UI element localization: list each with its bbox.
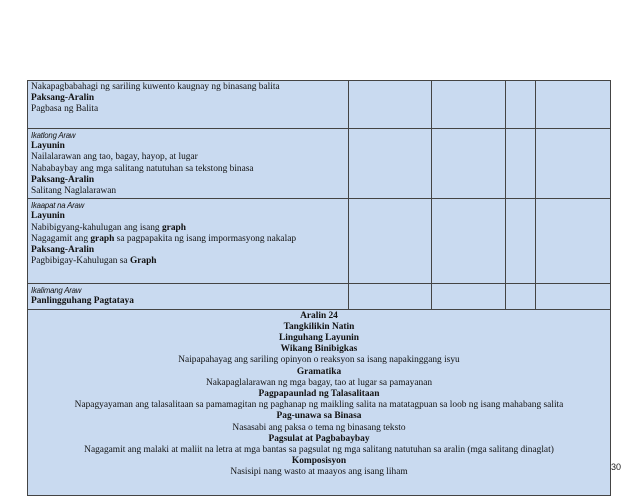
lesson-objective: Nakapaglalarawan ng mga bagay, tao at lugar sa pamayanan bbox=[205, 377, 433, 388]
line-text: sa pagpapakita ng isang impormasyong nakalap bbox=[114, 233, 297, 244]
section-heading: Paksang-Aralin bbox=[31, 93, 95, 104]
lesson-summary-cell bbox=[28, 309, 611, 495]
lesson-objective: Napagyayaman ang talasalitaan sa pamamagitan ng paghanap ng maikling salita na matatagpuan sa loob ng isang mahabang salita bbox=[74, 400, 564, 411]
lesson-heading: Wikang Binibigkas bbox=[280, 344, 358, 355]
lesson-plan-table bbox=[27, 80, 611, 496]
empty-cell bbox=[349, 284, 432, 309]
line-text: Pagbibigay-Kahulugan sa bbox=[31, 256, 130, 267]
day-label: Ikalimang Araw bbox=[31, 286, 82, 296]
lesson-summary-row bbox=[28, 309, 611, 495]
content-line: Nababaybay ang mga salitang natutuhan sa tekstong binasa bbox=[31, 163, 254, 174]
content-line bbox=[31, 256, 345, 267]
bold-term: graph bbox=[90, 233, 115, 244]
page-number: 30 bbox=[610, 462, 621, 472]
empty-cell bbox=[536, 129, 611, 199]
line-text: Nagagamit ang bbox=[31, 233, 91, 244]
lesson-heading: Aralin 24 bbox=[300, 310, 338, 321]
lesson-heading: Komposisyon bbox=[291, 456, 347, 467]
day-row bbox=[28, 199, 611, 284]
empty-cell bbox=[432, 81, 506, 129]
bold-term: graph bbox=[161, 222, 186, 233]
empty-cell bbox=[536, 284, 611, 309]
empty-cell bbox=[432, 129, 506, 199]
line-text: Nabibigyang-kahulugan ang isang bbox=[31, 222, 162, 233]
empty-cell bbox=[506, 81, 536, 129]
lesson-objective: Nagagamit ang malaki at maliit na letra at mga bantas sa pagsulat ng mga salitang natutuhan sa aralin (mga salitang dinaglat) bbox=[84, 445, 554, 456]
empty-cell bbox=[349, 199, 432, 284]
day-row bbox=[28, 81, 611, 129]
empty-cell bbox=[506, 284, 536, 309]
lesson-objective: Nasisipi nang wasto at maayos ang isang liham bbox=[230, 467, 408, 478]
lesson-heading: Tangkilikin Natin bbox=[283, 321, 355, 332]
empty-cell bbox=[432, 284, 506, 309]
empty-cell bbox=[432, 199, 506, 284]
content-line bbox=[31, 234, 345, 245]
day-label: Ikaapat na Araw bbox=[31, 201, 85, 211]
empty-cell bbox=[506, 199, 536, 284]
day-content-cell bbox=[28, 129, 349, 199]
content-line: Nakapagbabahagi ng sariling kuwento kaugnay ng binasang balita bbox=[31, 82, 280, 92]
empty-cell bbox=[349, 129, 432, 199]
day-row bbox=[28, 129, 611, 199]
content-line: Pagbasa ng Balita bbox=[31, 104, 99, 115]
day-content-cell bbox=[28, 284, 349, 309]
day-content-cell bbox=[28, 199, 349, 284]
lesson-heading: Pagpapaunlad ng Talasalitaan bbox=[258, 389, 380, 400]
lesson-heading: Pag-unawa sa Binasa bbox=[276, 411, 362, 422]
lesson-objective: Naipapahayag ang sariling opinyon o reaksyon sa isang napakinggang isyu bbox=[178, 355, 460, 366]
lesson-plan-body bbox=[28, 81, 611, 496]
day-label: Ikatlong Araw bbox=[31, 131, 76, 140]
section-heading: Panlingguhang Pagtataya bbox=[31, 296, 134, 307]
lesson-objective: Nasasabi ang paksa o tema ng binasang teksto bbox=[232, 422, 406, 433]
bold-term: Graph bbox=[129, 256, 157, 267]
empty-cell bbox=[536, 81, 611, 129]
section-heading: Layunin bbox=[31, 211, 65, 222]
lesson-heading: Gramatika bbox=[296, 366, 342, 377]
section-heading: Paksang-Aralin bbox=[31, 245, 95, 256]
empty-cell bbox=[506, 129, 536, 199]
day-row bbox=[28, 284, 611, 309]
section-heading: Layunin bbox=[31, 141, 65, 152]
content-line: Salitang Naglalarawan bbox=[31, 186, 117, 197]
day-content-cell bbox=[28, 81, 349, 129]
content-line bbox=[31, 223, 345, 234]
empty-cell bbox=[349, 81, 432, 129]
content-line: Nailalarawan ang tao, bagay, hayop, at lugar bbox=[31, 152, 198, 163]
lesson-heading: Pagsulat at Pagbabaybay bbox=[268, 433, 370, 444]
section-heading: Paksang-Aralin bbox=[31, 174, 95, 185]
empty-cell bbox=[536, 199, 611, 284]
lesson-heading: Linguhang Layunin bbox=[279, 333, 359, 344]
